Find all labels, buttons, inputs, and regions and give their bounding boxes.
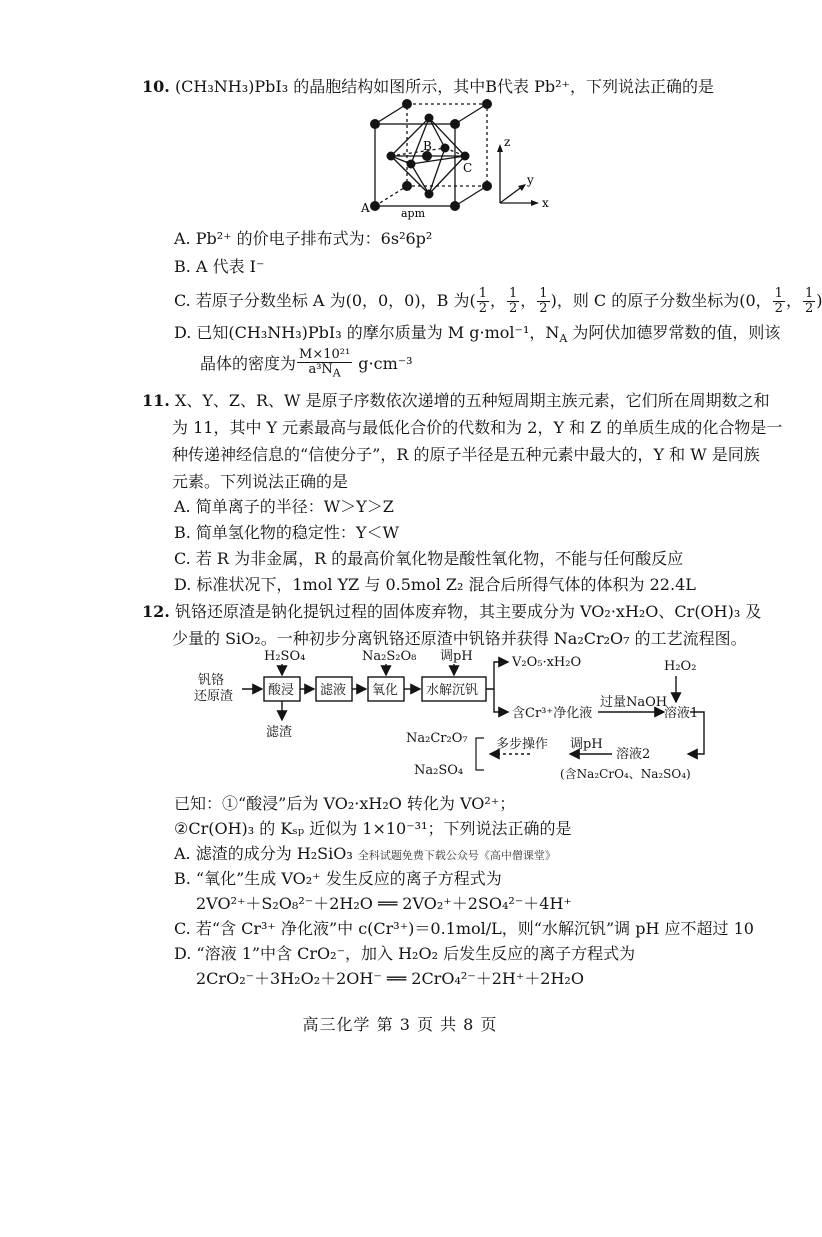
density-unit: g·cm⁻³: [353, 353, 413, 373]
q12-known-2: ②Cr(OH)₃ 的 Kₛₚ 近似为 1×10⁻³¹；下列说法正确的是: [174, 819, 572, 838]
q10-option-d-text: D. 已知(CH₃NH₃)PbI₃ 的摩尔质量为 M g·mol⁻¹，N: [174, 323, 560, 342]
fig-axis-x: x: [542, 196, 549, 210]
q10-option-d-line1: [174, 322, 780, 350]
q11-number: 11.: [142, 391, 170, 410]
fig-label-c: C: [463, 161, 473, 175]
q12-option-a: [174, 843, 556, 867]
q11-line3: 种传递神经信息的“信使分子”，R 的原子半径是五种元素中最大的，Y 和 W 是同族: [172, 445, 760, 464]
density-prefix: 晶体的密度为: [200, 353, 297, 373]
fig-edge-label: apm: [401, 207, 426, 220]
q11-text1: X、Y、Z、R、W 是原子序数依次递增的五种短周期主族元素，它们所在周期数之和: [174, 391, 770, 410]
flow-product-na2so4: Na₂SO₄: [414, 763, 464, 778]
q11-line4: 元素。下列说法正确的是: [172, 472, 349, 491]
q10-option-c-pre: C. 若原子分数坐标 A 为(0，0，0)，B 为(: [174, 291, 476, 310]
flow-v2o5: V₂O₅·xH₂O: [512, 655, 582, 670]
q11-option-c: C. 若 R 为非金属，R 的最高价氧化物是酸性氧化物，不能与任何酸反应: [174, 549, 684, 568]
flow-product-na2cr2o7: Na₂Cr₂O₇: [406, 731, 468, 746]
q10-option-d-line2: [200, 348, 413, 381]
flow-start-1: 钒铬: [198, 673, 225, 688]
q11-option-b: B. 简单氢化物的稳定性：Y＜W: [174, 523, 399, 542]
flow-h2so4: H₂SO₄: [264, 649, 306, 664]
flow-box-hydrolysis: 水解沉钒: [426, 683, 479, 698]
fig-label-a: A: [361, 201, 370, 215]
density-fraction: $\frac{\text{M×10²¹}}{a^3N_A}$: [299, 347, 351, 380]
q12-line2: 少量的 SiO₂。一种初步分离钒铬还原渣中钒铬并获得 Na₂Cr₂O₇ 的工艺流程图。: [172, 629, 747, 648]
q12-line1: [142, 601, 761, 623]
fig-axis-z: z: [504, 135, 511, 149]
flow-box-acid-leach: 酸浸: [268, 683, 295, 698]
q12-option-d-line1: D. “溶液 1”中含 CrO₂⁻，加入 H₂O₂ 后发生反应的离子方程式为: [174, 944, 636, 963]
q10-option-c-mid: ，则 C 的原子分数坐标为(0，: [556, 291, 772, 310]
flow-adjust-ph-2: 调pH: [570, 737, 603, 752]
half-fraction: $\frac{1}{2}$: [508, 286, 518, 316]
q10-option-c-end: ): [816, 291, 822, 310]
q11-line1: [142, 390, 770, 412]
half-fraction: $\frac{1}{2}$: [478, 286, 487, 316]
flow-solution-2-note: (含Na₂CrO₄、Na₂SO₄): [560, 767, 691, 781]
page-footer: 高三化学 第 3 页 共 8 页: [302, 1015, 498, 1034]
q10-number: 10.: [142, 77, 170, 96]
q10-option-a: A. Pb²⁺ 的价电子排布式为：6s²6p²: [174, 229, 433, 248]
q10-stem-text: (CH₃NH₃)PbI₃ 的晶胞结构如图所示，其中B代表 Pb²⁺，下列说法正确的是: [174, 77, 714, 96]
q12-option-c: C. 若“含 Cr³⁺ 净化液”中 c(Cr³⁺)＝0.1mol/L，则“水解沉钒”调 pH 应不超过 10: [174, 919, 754, 938]
q11-option-a: A. 简单离子的半径：W＞Y＞Z: [174, 497, 394, 516]
q10-option-d-text2: 为阿伏加德罗常数的值，则该: [567, 323, 781, 342]
flow-purified-liquid: 含Cr³⁺净化液: [512, 706, 593, 721]
q12-known-1: 已知：①“酸浸”后为 VO₂·xH₂O 转化为 VO²⁺；: [174, 794, 516, 813]
process-flow-diagram: [190, 650, 730, 790]
half-fraction: $\frac{1}{2}$: [804, 286, 814, 316]
fig-label-b: B: [423, 139, 432, 153]
flow-box-filtrate: 滤液: [320, 683, 347, 698]
half-fraction: $\frac{1}{2}$: [539, 286, 548, 316]
q12-text1: 钒铬还原渣是钠化提钒过程的固体废弃物，其主要成分为 VO₂·xH₂O、Cr(OH)₃ 及: [174, 602, 762, 621]
q10-stem: [142, 76, 714, 98]
crystal-cell-figure: [355, 98, 555, 220]
flow-adjust-ph-1: 调pH: [440, 649, 473, 664]
flow-residue: 滤渣: [266, 725, 293, 740]
half-fraction: $\frac{1}{2}$: [774, 286, 783, 316]
q10-option-c: C. 若原子分数坐标 A 为(0，0，0)，B 为( $\frac{1}{2}$ ， $\frac{1}{2}$ ， $\frac{1}{2}$ )，则 C 的原子分数坐标为(0， $\frac{1}{2}$ ， $\frac{1}{2}$ ): [174, 286, 822, 316]
watermark-text: 全科试题免费下载公众号《高中僧课堂》: [357, 849, 556, 862]
flow-solution-2: 溶液2: [616, 747, 651, 762]
flow-multistep: 多步操作: [496, 737, 549, 752]
flow-box-oxidation: 氧化: [372, 683, 399, 698]
q12-option-b-line1: B. “氧化”生成 VO₂⁺ 发生反应的离子方程式为: [174, 869, 502, 888]
flow-h2o2: H₂O₂: [664, 659, 697, 674]
na-subscript: A: [559, 332, 568, 346]
q11-line2: 为 11，其中 Y 元素最高与最低化合价的代数和为 2，Y 和 Z 的单质生成的化合物是一: [172, 418, 783, 437]
q12-number: 12.: [142, 602, 170, 621]
flow-solution-1: 溶液1: [664, 706, 699, 721]
q12-option-a-text: A. 滤渣的成分为 H₂SiO₃: [174, 844, 353, 863]
q10-option-b: B. A 代表 I⁻: [174, 257, 265, 276]
q12-option-b-line2: 2VO²⁺＋S₂O₈²⁻＋2H₂O ══ 2VO₂⁺＋2SO₄²⁻＋4H⁺: [196, 894, 572, 913]
q11-option-d: D. 标准状况下，1mol YZ 与 0.5mol Z₂ 混合后所得气体的体积为 22.4L: [174, 575, 696, 594]
fig-axis-y: y: [527, 173, 534, 187]
q12-option-d-line2: 2CrO₂⁻＋3H₂O₂＋2OH⁻ ══ 2CrO₄²⁻＋2H⁺＋2H₂O: [196, 969, 584, 988]
flow-excess-naoh: 过量NaOH: [600, 695, 668, 710]
flow-start-2: 还原渣: [194, 689, 234, 704]
flow-na2s2o8: Na₂S₂O₈: [362, 649, 417, 664]
